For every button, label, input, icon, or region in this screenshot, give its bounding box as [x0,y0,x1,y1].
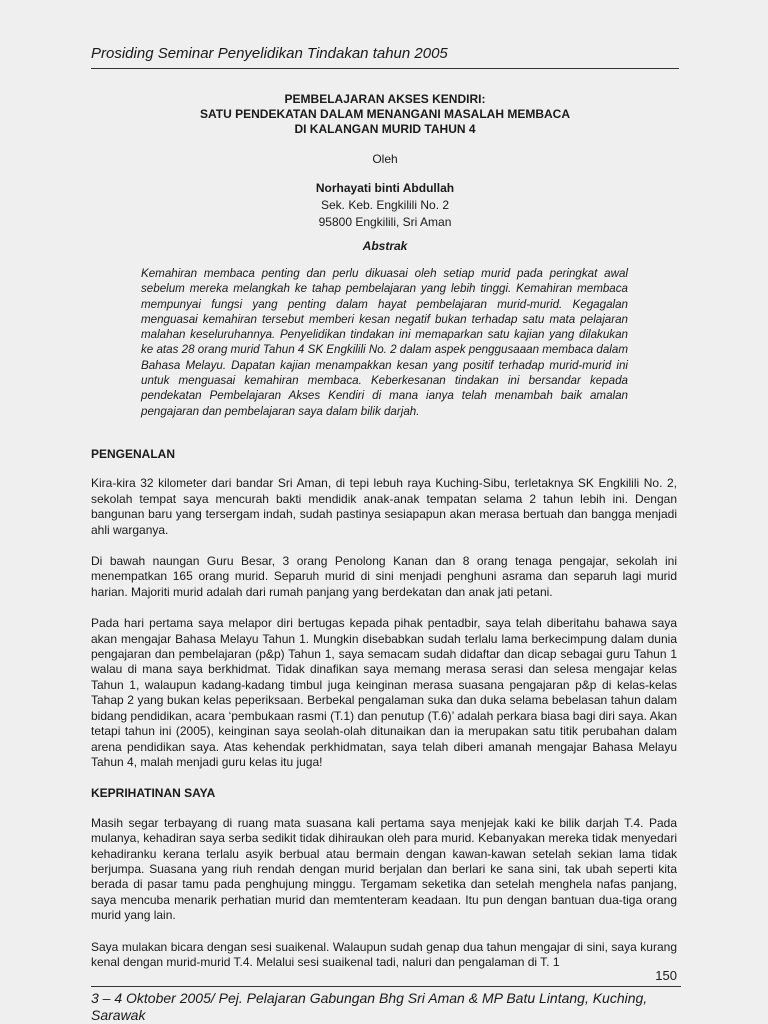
author-address: 95800 Engkilili, Sri Aman [318,215,452,229]
running-header: Prosiding Seminar Penyelidikan Tindakan tahun 2005 [91,44,679,69]
author-school: Sek. Keb. Engkilili No. 2 [320,198,450,212]
paragraph: Pada hari pertama saya melapor diri bertugas kepada pihak pentadbir, saya telah diberitahu bahawa saya akan mengajar Bahasa Melayu Tahun 1. Mungkin disebabkan sudah terlalu lama berkecimpung dalam dunia pengajaran dan pembelajaran (p&p) Tahun 1, saya semacam sudah didaftar dan dicap sebagai guru Tahun 1 walau di mana saya berkhidmat. Tidak dinafikan saya memang merasa serasi dan selesa mengajar kelas Tahun 1, walaupun kadang-kadang timbul juga keinginan merasa suasana pengajaran p&p di kelas-kelas Tahap 2 yang bukan kelas peperiksaan. Berbekal pengalaman suka dan duka selama bebelasan tahun dalam bidang pendidikan, acara ‘pembukaan rasmi (T.1) dan penutup (T.6)’ adalah perkara biasa bagi diri saya. Akan tetapi tahun ini (2005), keinginan saya seolah-olah ditunaikan dan ia merupakan satu titik perubahan dalam arena pendidikan saya. Atas kehendak perkhidmatan, saya telah diberi amanah mengajar Bahasa Melayu Tahun 4, malah menjadi guru kelas itu juga! [91,616,677,769]
page-number: 150 [655,968,677,983]
running-footer: 3 – 4 Oktober 2005/ Pej. Pelajaran Gabungan Bhg Sri Aman & MP Batu Lintang, Kuching, Sarawak [91,986,681,1024]
paragraph: Di bawah naungan Guru Besar, 3 orang Penolong Kanan dan 8 orang tenaga pengajar, sekolah ini menempatkan 165 orang murid. Separuh murid di sini menjadi penghuni asrama dan separuh lagi murid harian. Majoriti murid adalah dari rumah panjang yang berdekatan dan anak jati petani. [91,554,677,599]
abstract-text: Kemahiran membaca penting dan perlu dikuasai oleh setiap murid pada peringkat awal sebelum mereka melangkah ke tahap pembelajaran yang lebih tinggi. Kemahiran membaca mempunyai fungsi yang penting dalam hayat pembelajaran murid-murid. Kegagalan menguasai kemahiran tersebut memberi kesan negatif bukan terhadap satu mata pelajaran malahan keseluruhannya. Penyelidikan tindakan ini memaparkan satu kajian yang dilakukan ke atas 28 orang murid Tahun 4 SK Engkilili No. 2 dalam aspek penggusaaan membaca dalam Bahasa Melayu. Dapatan kajian menampakkan kesan yang positif terhadap murid-murid ini untuk menguasai kemahiran membaca. Keberkesanan tindakan ini bersandar kepada pendekatan Pembelajaran Akses Kendiri di mana ianya telah menambah baik amalan pengajaran dan pembelajaran saya dalam bilik darjah. [141,267,628,418]
byline: Oleh [372,152,398,166]
paragraph: Masih segar terbayang di ruang mata suasana kali pertama saya menjejak kaki ke bilik darjah T.4. Pada mulanya, kehadiran saya serba sedikit tidak dihiraukan oleh para murid. Kebanyakan mereka tidak menyedari kehadiranku kerana terlalu asyik berbual atau bermain dengan kawan-kawan setelah sekian lama tidak berjumpa. Suasana yang riuh rendah dengan murid berjalan dan berlari ke sana sini, tak ubah seperti kita berada di pasar tamu pada penghujung minggu. Tergamam seketika dan setelah menghela nafas panjang, saya mencuba menarik perhatian murid dan memtenteram keadaan. Itu pun dengan bantuan dua-tiga orang murid yang lain. [91,815,677,923]
section-heading-pengenalan: PENGENALAN [91,447,176,461]
paragraph: Saya mulakan bicara dengan sesi suaikenal. Walaupun sudah genap dua tahun mengajar di sini, saya kurang kenal dengan murid-murid T.4. Melalui sesi suaikenal tadi, naluri dan pengalaman di T. 1 [91,939,677,969]
author-name: Norhayati binti Abdullah [315,181,455,195]
title-line-2: SATU PENDEKATAN DALAM MENANGANI MASALAH MEMBACA [200,107,570,121]
abstract-heading: Abstrak [362,239,408,253]
author-block [91,180,679,231]
section-heading-keprihatinan: KEPRIHATINAN SAYA [91,786,216,801]
title-line-1: PEMBELAJARAN AKSES KENDIRI: [284,92,486,106]
paragraph: Kira-kira 32 kilometer dari bandar Sri Aman, di tepi lebuh raya Kuching-Sibu, terletaknya SK Engkilili No. 2, sekolah tempat saya mencurah bakti mendidik anak-anak tempatan selama 2 tahun lebih ini. Dengan bangunan baru yang tersergam indah, sudah pastinya sesiapapun akan merasa bertuah dan bangga menjadi ahli warganya. [91,476,677,537]
paper-title [91,92,679,137]
body-text [91,447,677,986]
title-line-3: DI KALANGAN MURID TAHUN 4 [294,122,476,136]
